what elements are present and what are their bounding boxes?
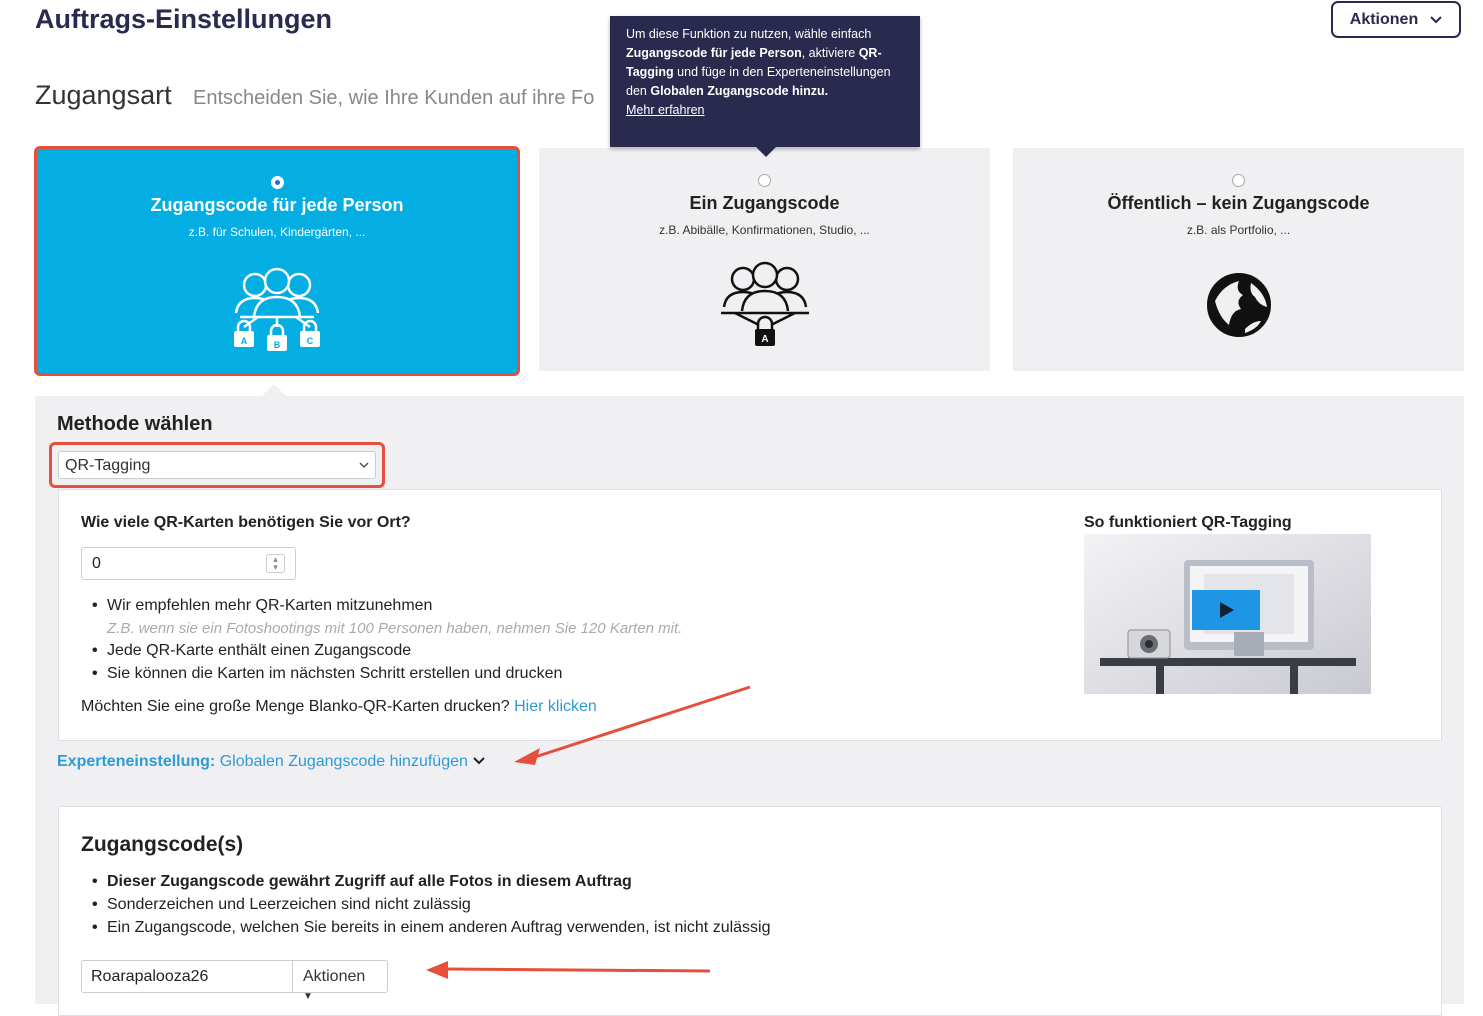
svg-text:A: A — [760, 334, 769, 345]
tooltip-text: , aktiviere — [801, 46, 859, 60]
section-description: Entscheiden Sie, wie Ihre Kunden auf ihre Fo — [193, 87, 595, 109]
access-codes-rules — [81, 871, 771, 940]
video-title: So funktioniert QR-Tagging — [1084, 514, 1292, 531]
video-thumbnail[interactable] — [1084, 534, 1371, 694]
qr-info-list — [81, 596, 682, 686]
code-actions-dropdown[interactable] — [293, 961, 387, 1002]
access-code-input-group — [81, 960, 388, 1002]
tooltip-learn-more-link[interactable]: Mehr erfahren — [626, 103, 705, 117]
group-locks-icon — [222, 265, 332, 355]
tooltip-text: und füge in den Experteneinstellungen den — [626, 65, 891, 98]
panel-pointer — [262, 384, 286, 396]
access-option-per-person[interactable] — [34, 146, 520, 376]
list-item: • Jede QR-Karte enthält einen Zugangscode — [81, 641, 682, 664]
option-subtitle: z.B. Abibälle, Konfirmationen, Studio, ... — [659, 223, 870, 237]
stepper-icon[interactable]: ▴ ▾ — [266, 554, 285, 573]
tooltip-bold: Globalen Zugangscode hinzu — [650, 84, 825, 98]
svg-text:A: A — [240, 336, 248, 346]
section-title: Zugangsart — [35, 80, 172, 110]
option-subtitle: z.B. für Schulen, Kindergärten, ... — [188, 225, 366, 239]
code-actions-label: Aktionen — [303, 968, 366, 985]
radio-selected[interactable] — [271, 176, 284, 189]
group-lock-icon — [715, 259, 815, 351]
qr-count-input[interactable] — [81, 547, 296, 580]
chevron-down-icon — [359, 456, 369, 474]
blank-cards-link[interactable]: Hier klicken — [514, 698, 597, 715]
expert-setting-toggle[interactable] — [57, 753, 486, 771]
caret-down-icon: ▼ — [303, 991, 313, 1002]
chevron-down-icon — [472, 756, 486, 766]
option-subtitle: z.B. als Portfolio, ... — [1186, 223, 1291, 237]
info-tooltip — [610, 16, 920, 147]
list-item-note: Z.B. wenn sie ein Fotoshootings mit 100 Personen haben, nehmen Sie 120 Karten mit. — [107, 619, 683, 637]
method-title: Methode wählen — [57, 413, 213, 435]
blank-cards-line — [81, 698, 597, 716]
access-option-public[interactable] — [1013, 148, 1464, 371]
blank-cards-text: Möchten Sie eine große Menge Blanko-QR-Karten drucken? — [81, 698, 515, 715]
page-title: Auftrags-Einstellungen — [35, 4, 333, 34]
access-option-single-code[interactable] — [539, 148, 990, 371]
qr-count-label: Wie viele QR-Karten benötigen Sie vor Ort? — [81, 514, 411, 531]
access-code-input[interactable]: Roarapalooza26 — [82, 961, 293, 992]
actions-button[interactable] — [1331, 1, 1461, 38]
access-codes-title: Zugangscode(s) — [81, 833, 244, 856]
list-item: • Ein Zugangscode, welchen Sie bereits in einem anderen Auftrag verwenden, ist nicht zulässig — [81, 917, 771, 940]
expert-setting-link: Globalen Zugangscode hinzufügen — [215, 753, 468, 770]
svg-text:C: C — [306, 336, 314, 346]
tooltip-text: Um diese Funktion zu nutzen, wähle einfach — [626, 27, 872, 41]
tooltip-text: . — [824, 84, 829, 98]
option-title: Ein Zugangscode — [689, 193, 840, 213]
chevron-down-icon — [1430, 16, 1442, 24]
list-item: • Wir empfehlen mehr QR-Karten mitzunehmen — [81, 596, 682, 619]
list-item: • Sonderzeichen und Leerzeichen sind nicht zulässig — [81, 894, 771, 917]
list-item: • Dieser Zugangscode gewährt Zugriff auf alle Fotos in diesem Auftrag — [81, 871, 771, 894]
svg-text:B: B — [273, 340, 281, 350]
option-title: Öffentlich – kein Zugangscode — [1107, 193, 1370, 213]
method-select-value: QR-Tagging — [65, 457, 151, 474]
radio-unselected[interactable] — [1232, 174, 1245, 187]
option-title: Zugangscode für jede Person — [150, 195, 404, 215]
list-item: • Sie können die Karten im nächsten Schritt erstellen und drucken — [81, 664, 682, 687]
actions-label: Aktionen — [1349, 10, 1419, 28]
method-select[interactable] — [58, 451, 376, 479]
globe-icon — [1205, 271, 1273, 339]
radio-unselected[interactable] — [758, 174, 771, 187]
tooltip-bold: QR-Tagging — [626, 46, 882, 79]
qr-count-value: 0 — [92, 555, 101, 572]
expert-setting-label: Experteneinstellung: — [57, 753, 216, 770]
tooltip-bold: Zugangscode für jede Person — [626, 46, 802, 60]
